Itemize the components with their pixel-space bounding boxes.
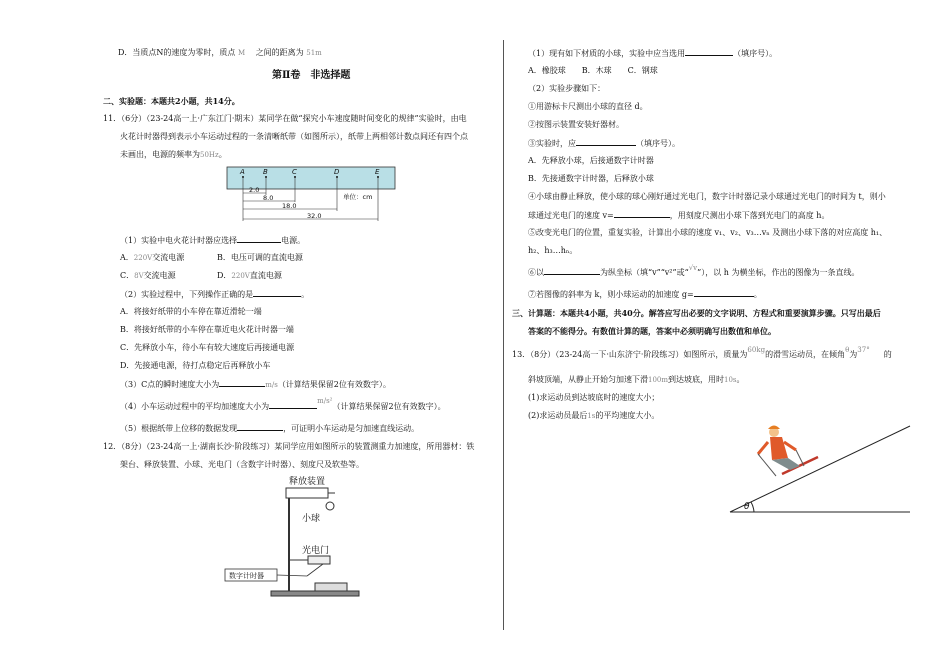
q13-line2-text: 斜坡顶端，从静止开始匀加速下滑 xyxy=(528,375,648,384)
section2-heading: 二、实验题：本题共2小题，共14分。 xyxy=(103,96,240,106)
q11-sub2-blank[interactable] xyxy=(253,288,301,297)
q12-sub1 xyxy=(528,47,777,59)
q11-sub2-option-a: A．将接好纸带的小车停在靠近滑轮一端 xyxy=(120,307,262,316)
q12-step3-blank[interactable] xyxy=(576,137,636,146)
slope-angle-label: θ xyxy=(744,502,750,512)
opt-d-label: D． xyxy=(217,271,232,280)
q12-step3 xyxy=(528,137,680,149)
q13-time: 10s xyxy=(724,376,737,384)
photogate xyxy=(308,556,330,564)
q13-line1-text: 13．（8分）（23-24高一下·山东济宁·阶段练习）如图所示，质量为 xyxy=(512,350,748,359)
q11-sub1-option-d xyxy=(217,270,282,282)
q13-theta: θ xyxy=(845,346,850,354)
opt-d-text: 直流电源 xyxy=(249,271,282,280)
q11-line3-tail: 。 xyxy=(218,150,227,159)
q12-step3-option-b: B．先接通数字计时器，后释放小球 xyxy=(528,174,654,183)
q11-sub1-option-b: B．电压可调的直流电源 xyxy=(217,253,303,262)
q12-step4-tail: ，用刻度尺测出小球下落到光电门的高度 h。 xyxy=(669,211,830,220)
q12-step3-text: ③实验时，应 xyxy=(528,139,576,148)
q12-step4-line2 xyxy=(528,209,829,221)
q11-sub4-tail: （计算结果保留2位有效数字）。 xyxy=(332,402,446,411)
label-ball: 小球 xyxy=(302,514,321,524)
q11-line3 xyxy=(120,149,227,161)
option-d-tail: 之间的距离为 xyxy=(255,48,304,57)
q11-sub2-option-b: B．将接好纸带的小车停在靠近电火花计时器一端 xyxy=(120,325,294,334)
q13-part2 xyxy=(528,410,659,422)
q13-part2-tail: 的平均速度大小。 xyxy=(595,411,660,420)
q13-part2-time: 1s xyxy=(587,412,596,420)
tape-unit: 单位：cm xyxy=(343,193,373,201)
q11-sub1 xyxy=(120,234,305,246)
q12-sub1-blank[interactable] xyxy=(685,47,733,56)
opt-c-label: C． xyxy=(120,271,135,280)
q11-line3-text: 未画出，电源的频率为 xyxy=(120,150,200,159)
q11-sub1-text: （1）实验中电火花计时器应选择 xyxy=(120,236,238,245)
q11-sub5 xyxy=(120,422,419,434)
q13-distance: 100m xyxy=(648,376,668,384)
q11-sub2-option-d: D．先接通电源，待打点稳定后再释放小车 xyxy=(120,361,271,370)
q11-sub1-option-a xyxy=(120,252,184,264)
q11-sub4-blank[interactable] xyxy=(269,400,317,409)
q11-sub1-option-c xyxy=(120,270,176,282)
base-pad xyxy=(315,583,347,591)
label-gate: 光电门 xyxy=(302,546,330,556)
timer-wire xyxy=(307,564,323,576)
tape-point-c: C xyxy=(292,168,297,176)
opt-a-label: A． xyxy=(120,253,134,262)
q11-frequency: 50Hz xyxy=(200,151,219,159)
opt-a-text: 交流电源 xyxy=(152,253,185,262)
q11-sub2-option-c: C．先释放小车，待小车有较大速度后再接通电源 xyxy=(120,343,295,352)
q12-step7-tail: 。 xyxy=(753,290,762,299)
label-release: 释放装置 xyxy=(289,477,326,487)
q12-step4-line1: ④小球由静止释放，使小球的球心刚好通过光电门，数字计时器记录小球通过光电门的时间为 t，则小 xyxy=(528,192,886,201)
q13-angle: 37° xyxy=(857,346,870,354)
q13-line2-c: 。 xyxy=(736,375,745,384)
q11-sub4 xyxy=(120,397,446,413)
q12-step7 xyxy=(528,288,762,300)
q12-line2: 架台、释放装置、小球、光电门（含数字计时器）、刻度尺及软垫等。 xyxy=(120,460,364,469)
q12-step5-line1: ⑤改变光电门的位置，重复实验，计算出小球的速度 v₁、v₂、v₃…vₙ 及测出小球下落的对应高度 h₁、 xyxy=(528,228,888,237)
q12-step3-tail: （填序号）。 xyxy=(636,139,680,148)
option-d-value: 51m xyxy=(306,49,322,57)
q11-sub3-blank[interactable] xyxy=(219,378,265,387)
q12-step6 xyxy=(528,266,859,279)
tape-point-d: D xyxy=(334,168,340,176)
q13-line1 xyxy=(512,346,892,361)
opt-d-voltage: 220V xyxy=(231,272,250,280)
q12-step1: ①用游标卡尺测出小球的直径 d。 xyxy=(528,102,648,111)
section3-heading-line2: 答案的不能得分。有数值计算的题，答案中必须明确写出数值和单位。 xyxy=(528,326,776,336)
q12-step4-blank[interactable] xyxy=(614,209,670,218)
q12-step7-text: ⑦若图像的斜率为 k，则小球运动的加速度 g= xyxy=(528,290,694,299)
q11-sub5-text: （5）根据纸带上位移的数据发现 xyxy=(120,424,238,433)
q11-sub2 xyxy=(120,288,309,300)
q12-step6-blank[interactable] xyxy=(544,266,600,275)
q11-line1: 11．（6分）（23-24高一上·广东江门·期末）某同学在做“探究小车速度随时间变化的规律”实验时，由电 xyxy=(103,114,467,123)
option-d-text: D．当质点N的速度为零时，质点 xyxy=(118,48,236,57)
q11-sub5-tail: ，可证明小车运动是匀加速直线运动。 xyxy=(283,424,420,433)
tape-point-a: A xyxy=(240,168,245,176)
q11-sub3-unit: m/s xyxy=(265,381,278,389)
q11-sub3 xyxy=(120,378,391,391)
option-d-line xyxy=(118,47,322,59)
option-d-m: M xyxy=(237,49,246,57)
q11-sub5-blank[interactable] xyxy=(237,422,283,431)
section3-heading-line1: 三、计算题：本题共4小题，共40分。解答应写出必要的文字说明、方程式和重要演算步骤。只写出最后 xyxy=(512,308,881,318)
q13-line2-b: 到达坡底，用时 xyxy=(668,375,724,384)
apparatus-figure xyxy=(223,473,373,608)
column-divider xyxy=(503,40,504,630)
q12-sub1-options: A．橡胶球 B．木球 C．钢球 xyxy=(528,66,658,75)
slope-line xyxy=(730,426,910,512)
q12-step6-tail: ”），以 h 为横坐标，作出的图像为一条直线。 xyxy=(697,268,860,277)
ball-icon xyxy=(326,502,334,510)
paper-tape-figure xyxy=(225,163,400,225)
opt-c-text: 交流电源 xyxy=(143,271,176,280)
label-timer: 数字计时器 xyxy=(229,572,264,580)
q12-step2: ②按图示装置安装好器材。 xyxy=(528,120,624,129)
skier-icon xyxy=(758,426,818,477)
q12-step6-mid: 为纵坐标（填“v”“v²”或“ xyxy=(600,268,689,277)
q12-sub2: （2）实验步骤如下： xyxy=(528,84,606,93)
q11-sub2-text: （2）实验过程中，下列操作正确的是 xyxy=(120,290,254,299)
q12-line1: 12．（8分）（23-24高一上·湖南长沙·阶段练习）某同学应用如图所示的装置测重力加速度，所用器材：铁 xyxy=(103,442,475,451)
opt-c-voltage: 8V xyxy=(134,272,144,280)
tape-point-b: B xyxy=(263,168,268,176)
q13-line1-b: 的滑雪运动员，在倾角 xyxy=(765,350,846,359)
tape-dist-ad: 18.0 xyxy=(282,202,297,210)
q13-line1-d: 的 xyxy=(883,350,892,359)
stand-base xyxy=(271,591,359,596)
part2-title: 第Ⅱ卷 非选择题 xyxy=(272,70,351,81)
q12-step7-blank[interactable] xyxy=(694,288,754,297)
q13-line1-c: 为 xyxy=(849,350,858,359)
q12-sub1-tail: （填序号）。 xyxy=(733,49,778,58)
q13-part2-text: (2)求运动员最后 xyxy=(528,411,588,420)
q12-step4-text: 球通过光电门的速度 v= xyxy=(528,211,614,220)
q12-step6-sqrt: √v xyxy=(688,264,698,272)
q11-sub4-unit: m/s² xyxy=(317,397,333,405)
q11-sub1-blank[interactable] xyxy=(237,234,281,243)
tape-dist-ab: 2.0 xyxy=(249,186,260,194)
q13-part1: (1)求运动员到达坡底时的速度大小； xyxy=(528,393,660,402)
q13-mass: 60kg xyxy=(747,346,766,354)
tape-dist-ae: 32.0 xyxy=(307,212,322,220)
tape-dist-ac: 8.0 xyxy=(263,194,274,202)
q12-step5-line2: h₂、h₃…hₙ。 xyxy=(528,246,578,255)
q11-sub3-text: （3）C点的瞬时速度大小为 xyxy=(120,380,220,389)
q12-step6-text: ⑥以 xyxy=(528,268,544,277)
opt-a-voltage: 220V xyxy=(133,254,153,262)
q12-sub1-text: （1）现有如下材质的小球，实验中应当选用 xyxy=(528,49,686,58)
q11-sub3-tail: （计算结果保留2位有效数字）。 xyxy=(277,380,391,389)
q12-step3-option-a: A．先释放小球，后接通数字计时器 xyxy=(528,156,654,165)
release-device xyxy=(286,488,328,498)
q13-line2 xyxy=(528,374,745,386)
skier-figure xyxy=(720,420,920,520)
tape-point-e: E xyxy=(375,168,380,176)
q11-line2: 火花计时器得到表示小车运动过程的一条清晰纸带（如图所示），纸带上两相邻计数点间还有四个点 xyxy=(120,132,468,141)
q11-sub4-text: （4）小车运动过程中的平均加速度大小为 xyxy=(120,402,270,411)
q11-sub1-tail: 电源。 xyxy=(281,236,306,245)
angle-arc xyxy=(751,502,754,512)
q11-sub2-tail: 。 xyxy=(301,290,310,299)
